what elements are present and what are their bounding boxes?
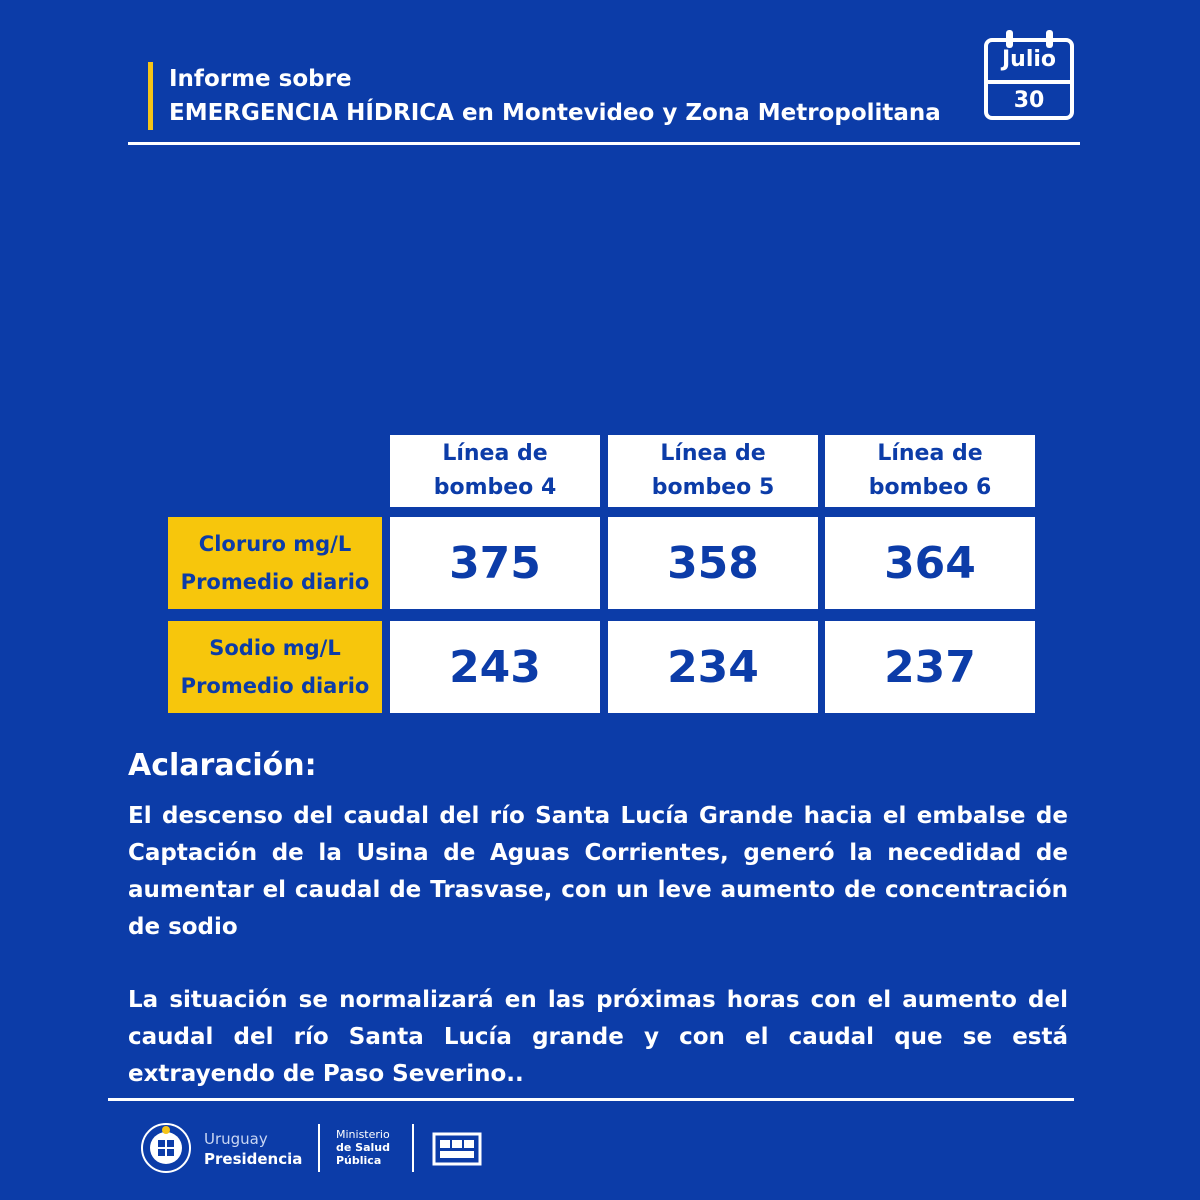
footer-separator — [412, 1124, 414, 1172]
value-cloruro-bombeo-4: 375 — [390, 517, 600, 609]
column-header-bombeo-6 — [825, 435, 1035, 507]
logo-presidencia: Presidencia — [204, 1150, 303, 1168]
value-cloruro-bombeo-5: 358 — [608, 517, 818, 609]
uruguay-coat-of-arms-icon — [140, 1122, 192, 1174]
row-header-cloruro — [168, 517, 382, 609]
ministry-line: Pública — [336, 1154, 382, 1167]
row-header-label: Sodio mg/L — [209, 636, 341, 660]
column-header-bombeo-5 — [608, 435, 818, 507]
clarification-paragraph-1: El descenso del caudal del río Santa Lucía Grande hacia el embalse de Captación de la Usina de Aguas Corrientes, generó la necedidad de aumentar el caudal de Trasvase, con un leve aumento de concentración de sodio — [128, 803, 1068, 940]
row-header-label: Cloruro mg/L — [198, 532, 352, 556]
header-divider — [128, 142, 1080, 145]
header-title: EMERGENCIA HÍDRICA en Montevideo y Zona Metropolitana — [169, 100, 941, 126]
calendar-month: Julio — [988, 42, 1070, 84]
column-header-label: Línea de bombeo 6 — [868, 441, 992, 500]
column-header-label: Línea de bombeo 5 — [651, 441, 775, 500]
calendar-day: 30 — [1013, 88, 1045, 113]
clarification-paragraph-2: La situación se normalizará en las próximas horas con el aumento del caudal del río Santa Lucía grande y con el caudal que se está extrayendo de Paso Severino.. — [128, 987, 1068, 1087]
footer-divider — [108, 1098, 1074, 1101]
agency-logo-icon — [432, 1132, 482, 1166]
ministry-logo-text — [336, 1128, 406, 1167]
column-header-label: Línea de bombeo 4 — [433, 441, 557, 500]
ministry-line: de Salud — [336, 1141, 390, 1154]
ministry-line: Ministerio — [336, 1128, 390, 1141]
header-subtitle: Informe sobre — [169, 66, 352, 92]
value-sodio-bombeo-4: 243 — [390, 621, 600, 713]
value-sodio-bombeo-6: 237 — [825, 621, 1035, 713]
value-sodio-bombeo-5: 234 — [608, 621, 818, 713]
report-header — [148, 62, 941, 130]
logo-country: Uruguay — [204, 1130, 268, 1148]
row-header-sublabel: Promedio diario — [180, 674, 370, 698]
clarification-title: Aclaración: — [128, 748, 317, 783]
row-header-sodio — [168, 621, 382, 713]
value-cloruro-bombeo-6: 364 — [825, 517, 1035, 609]
footer-separator — [318, 1124, 320, 1172]
calendar-icon — [984, 38, 1074, 120]
row-header-sublabel: Promedio diario — [180, 570, 370, 594]
column-header-bombeo-4 — [390, 435, 600, 507]
